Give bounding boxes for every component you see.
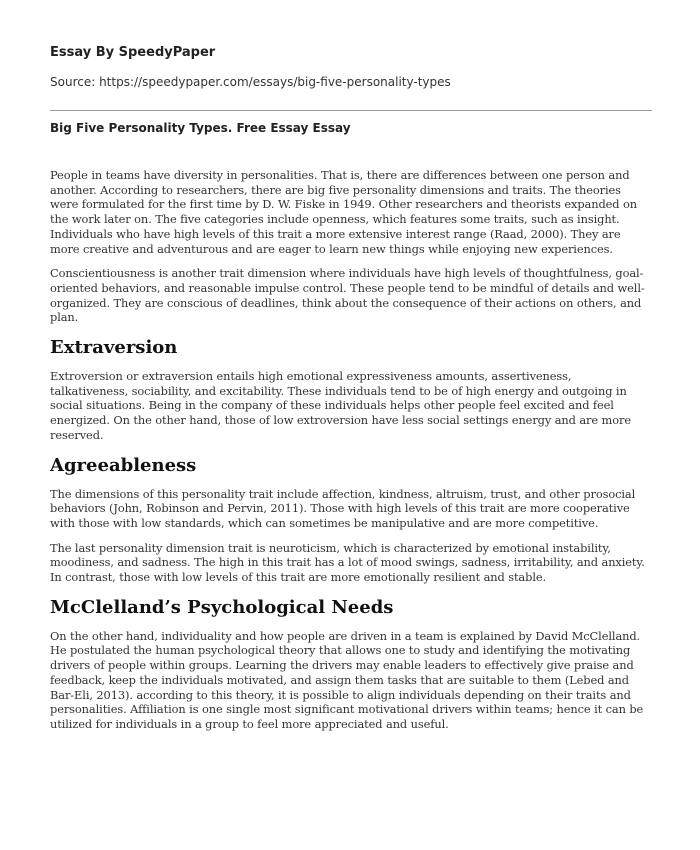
document-title: Big Five Personality Types. Free Essay Essay	[50, 121, 351, 135]
body-paragraph: On the other hand, individuality and how people are driven in a team is explained by David McClelland. He postulated the human psychological theory that allows one to study and identifying the motivating drivers of people within groups. Learning the drivers may enable leaders to effectively give praise and feedback, keep the individuals motivated, and assign them tasks that are suitable to them (Lebed and Bar-Eli, 2013). according to this theory, it is possible to align individuals depending on their traits and personalities. Affiliation is one single most significant motivational drivers within teams; hence it can be utilized for individuals in a group to feel more appreciated and useful.	[50, 628, 644, 731]
section-heading-mcclelland: McClelland’s Psychological Needs	[50, 596, 394, 618]
section-heading-extraversion: Extraversion	[50, 337, 178, 359]
section-heading-agreeableness: Agreeableness	[50, 454, 197, 476]
source-line: Source: https://speedypaper.com/essays/big-five-personality-types	[50, 75, 451, 89]
body-paragraph: People in teams have diversity in personalities. That is, there are differences between one person and another. According to researchers, there are big five personality dimensions and traits. The theories were formulated for the first time by D. W. Fiske in 1949. Other researchers and theorists expanded on the work later on. The five categories include openness, which features some traits, such as insight. Individuals who have high levels of this trait a more extensive interest range (Raad, 2000). They are more creative and adventurous and are eager to learn new things while enjoying new experiences.	[50, 168, 638, 256]
document-body	[50, 168, 652, 732]
brand-name: Essay By SpeedyPaper	[50, 45, 216, 60]
body-paragraph: The dimensions of this personality trait include affection, kindness, altruism, trust, and other prosocial behaviors (John, Robinson and Pervin, 2011). Those with high levels of this trait are more cooperative with those with low standards, which can sometimes be manipulative and are more competitive.	[50, 486, 636, 530]
body-paragraph: The last personality dimension trait is neuroticism, which is characterized by emotional instability, moodiness, and sadness. The high in this trait has a lot of mood swings, sadness, irritability, and anxiety. In contrast, those with low levels of this trait are more emotionally resilient and stable.	[50, 540, 645, 585]
body-paragraph: Conscientiousness is another trait dimension where individuals have high levels of thoughtfulness, goal-oriented behaviors, and reasonable impulse control. These people tend to be mindful of details and well-organized. They are conscious of deadlines, think about the consequence of their actions on others, and plan.	[50, 266, 645, 325]
header-divider	[50, 110, 652, 111]
body-paragraph: Extroversion or extraversion entails high emotional expressiveness amounts, assertiveness, talkativeness, sociability, and excitability. These individuals tend to be of high energy and outgoing in social situations. Being in the company of these individuals helps other people feel excited and feel energized. On the other hand, those of low extroversion have less social settings energy and are more reserved.	[50, 369, 632, 442]
document-page	[50, 44, 652, 742]
